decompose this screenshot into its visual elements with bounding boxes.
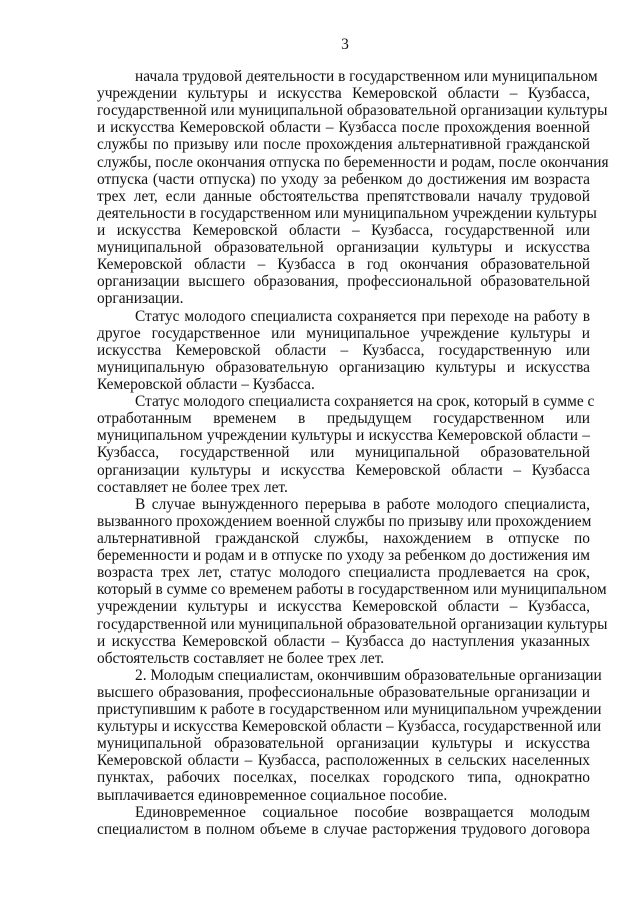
text-line: обстоятельств составляет не более трех лет.	[97, 649, 385, 667]
text-line: муниципальном учреждении культуры и искусства Кемеровской области –	[97, 427, 590, 445]
text-line: специалистом в полном объеме в случае расторжения трудового договора	[97, 820, 590, 838]
text-line: организации.	[97, 290, 184, 308]
text-line: и искусства Кемеровской области – Кузбасса, государственной или	[97, 221, 590, 239]
text-line: службы по призыву или после прохождения альтернативной гражданской	[97, 136, 590, 154]
text-line: выплачивается единовременное социальное пособие.	[97, 786, 448, 804]
document-body	[97, 68, 609, 838]
text-line: другое государственное или муниципальное учреждение культуры и	[97, 324, 590, 342]
text-line: вызванного прохождением военной службы по призыву или прохождением	[97, 512, 592, 530]
paragraph	[97, 393, 595, 496]
paragraph	[97, 308, 590, 394]
text-line: Кемеровской области – Кузбасса, расположенных в сельских населенных	[97, 752, 590, 770]
page-number: 3	[341, 36, 349, 53]
text-line: и искусства Кемеровской области – Кузбасса до наступления указанных	[97, 632, 590, 650]
text-line: искусства Кемеровской области – Кузбасса, государственную или	[97, 341, 590, 359]
text-line: службы, после окончания отпуска по беременности и родам, после окончания	[97, 153, 609, 171]
text-line: государственной или муниципальной образовательной организации культуры	[97, 615, 608, 633]
paragraph	[97, 804, 590, 838]
text-line: составляет не более трех лет.	[97, 478, 288, 496]
text-line: Кузбасса, государственной или муниципальной образовательной	[97, 444, 590, 462]
paragraph	[97, 68, 609, 308]
text-line: государственной или муниципальной образовательной организации культуры	[97, 102, 608, 120]
text-line: деятельности в государственном или муниципальном учреждении культуры	[97, 204, 597, 222]
paragraph	[97, 666, 602, 804]
text-line: Единовременное социальное пособие возвращается молодым	[135, 803, 590, 821]
text-line: альтернативной гражданской службы, нахождением в отпуске по	[97, 529, 590, 547]
text-line: отпуска (части отпуска) по уходу за ребенком до достижения им возраста	[97, 170, 590, 188]
text-line: культуры и искусства Кемеровской области – Кузбасса, государственной или	[97, 718, 602, 736]
text-line: Статус молодого специалиста сохраняется на срок, который в сумме с	[135, 393, 595, 411]
text-line: Кемеровской области – Кузбасса.	[97, 375, 315, 393]
text-line: приступившим к работе в государственном или муниципальном учреждении	[97, 701, 602, 719]
text-line: пунктах, рабочих поселках, поселках городского типа, однократно	[97, 769, 590, 787]
text-line: беременности и родам и в отпуске по уходу за ребенком до достижения им	[97, 547, 590, 565]
text-line: В случае вынужденного перерыва в работе молодого специалиста,	[135, 495, 590, 513]
text-line: учреждении культуры и искусства Кемеровской области – Кузбасса,	[97, 598, 590, 616]
text-line: организации культуры и искусства Кемеровской области – Кузбасса	[97, 461, 590, 479]
text-line: отработанным временем в предыдущем государственном или	[97, 410, 590, 428]
text-line: трех лет, если данные обстоятельства препятствовали началу трудовой	[97, 187, 590, 205]
text-line: учреждении культуры и искусства Кемеровской области – Кузбасса,	[97, 85, 590, 103]
text-line: 2. Молодым специалистам, окончившим образовательные организации	[135, 666, 602, 684]
paragraph	[97, 495, 608, 667]
text-line: высшего образования, профессиональные образовательные организации и	[97, 683, 590, 701]
text-line: начала трудовой деятельности в государственном или муниципальном	[135, 68, 598, 85]
text-line: Кемеровской области – Кузбасса в год окончания образовательной	[97, 256, 590, 274]
text-line: который в сумме со временем работы в государственном или муниципальном	[97, 581, 607, 599]
text-line: организации высшего образования, профессиональной образовательной	[97, 273, 590, 291]
text-line: и искусства Кемеровской области – Кузбасса после прохождения военной	[97, 119, 590, 137]
text-line: возраста трех лет, статус молодого специалиста продлевается на срок,	[97, 564, 590, 582]
text-line: муниципальную образовательную организацию культуры и искусства	[97, 358, 590, 376]
text-line: муниципальной образовательной организации культуры и искусства	[97, 239, 590, 257]
text-line: муниципальной образовательной организации культуры и искусства	[97, 735, 590, 753]
text-line: Статус молодого специалиста сохраняется при переходе на работу в	[135, 307, 590, 325]
